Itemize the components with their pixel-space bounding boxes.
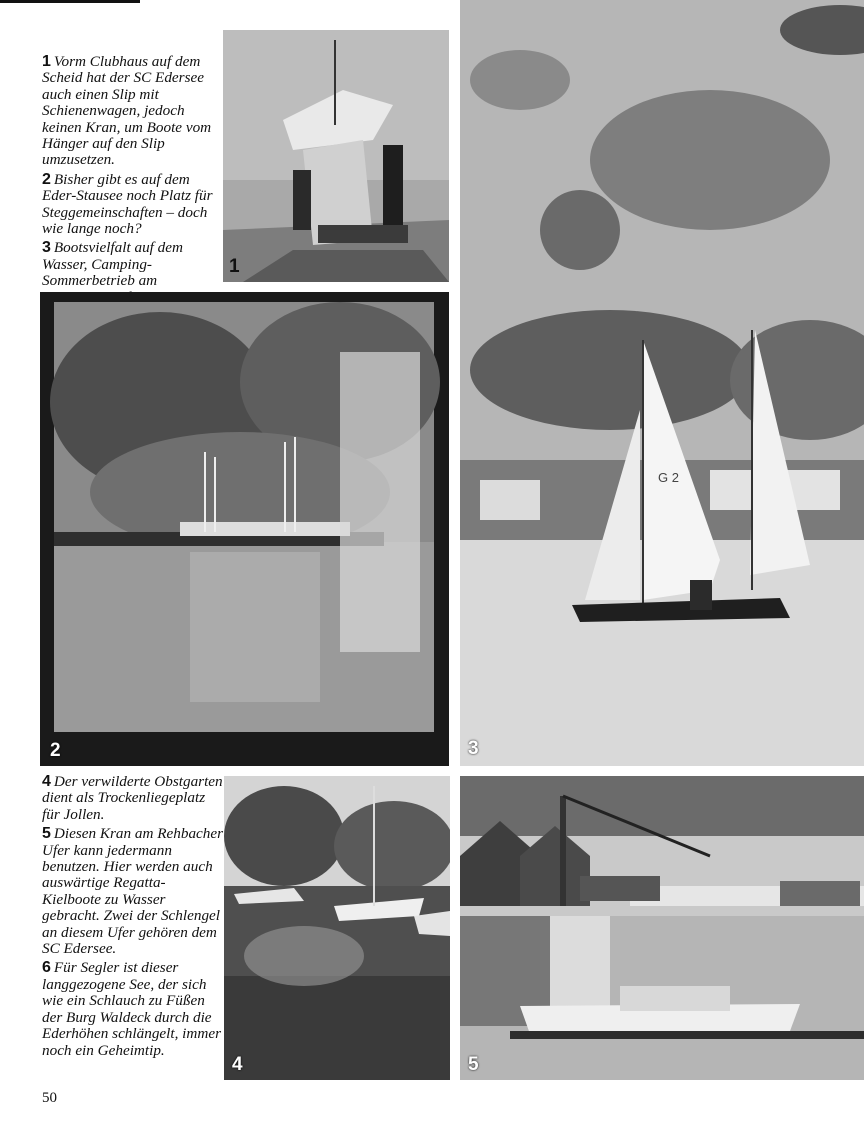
caption-1: 1 Vorm Clubhaus auf dem Scheid hat der SC Edersee auch einen Slip mit Schienenwagen, jedoch keinen Kran, um Boote vom Hänger auf den Slip umzusetzen. xyxy=(42,53,212,169)
caption-2: 2 Bisher gibt es auf dem Eder-Stausee noch Platz für Steggemeinschaften – doch wie lange noch? xyxy=(42,170,213,238)
caption-5: 5 Diesen Kran am Rehbacher Ufer kann jedermann benutzen. Hier werden auch auswärtige Regatta-Kielboote zu Wasser gebracht. Zwei der Schlengel an diesem Ufer gehören dem SC Edersee. xyxy=(42,825,224,958)
caption-6: 6 Für Segler ist dieser langgezogene See, der sich wie ein Schlauch zu Füßen der Burg Waldeck durch die Ederhöhen schlängelt, immer noch ein Geheimtip. xyxy=(42,959,221,1059)
photo-4-orchard xyxy=(224,776,450,1080)
photo-3-sailing xyxy=(460,0,864,766)
caption-4: 4 Der verwilderte Obstgarten dient als Trockenliegeplatz für Jollen. xyxy=(42,773,223,823)
photo-1-number: 1 xyxy=(229,256,240,277)
top-rule xyxy=(0,0,140,3)
caption-3: 3 Bootsvielfalt auf dem Wasser, Camping-Sommerbetrieb am xyxy=(42,239,183,290)
photo-5-crane xyxy=(460,776,864,1080)
photo-2-moored-boats xyxy=(40,292,449,766)
page-number: 50 xyxy=(42,1090,57,1106)
photo-5-number: 5 xyxy=(468,1054,479,1075)
photo-2-number: 2 xyxy=(50,740,61,761)
caption-block-top xyxy=(42,54,222,309)
photo-3-number: 3 xyxy=(468,738,479,759)
photo-4-number: 4 xyxy=(232,1054,243,1075)
caption-block-bottom xyxy=(42,774,224,1062)
sail-number: G 2 xyxy=(658,470,679,485)
photo-1-slipway xyxy=(223,30,449,282)
